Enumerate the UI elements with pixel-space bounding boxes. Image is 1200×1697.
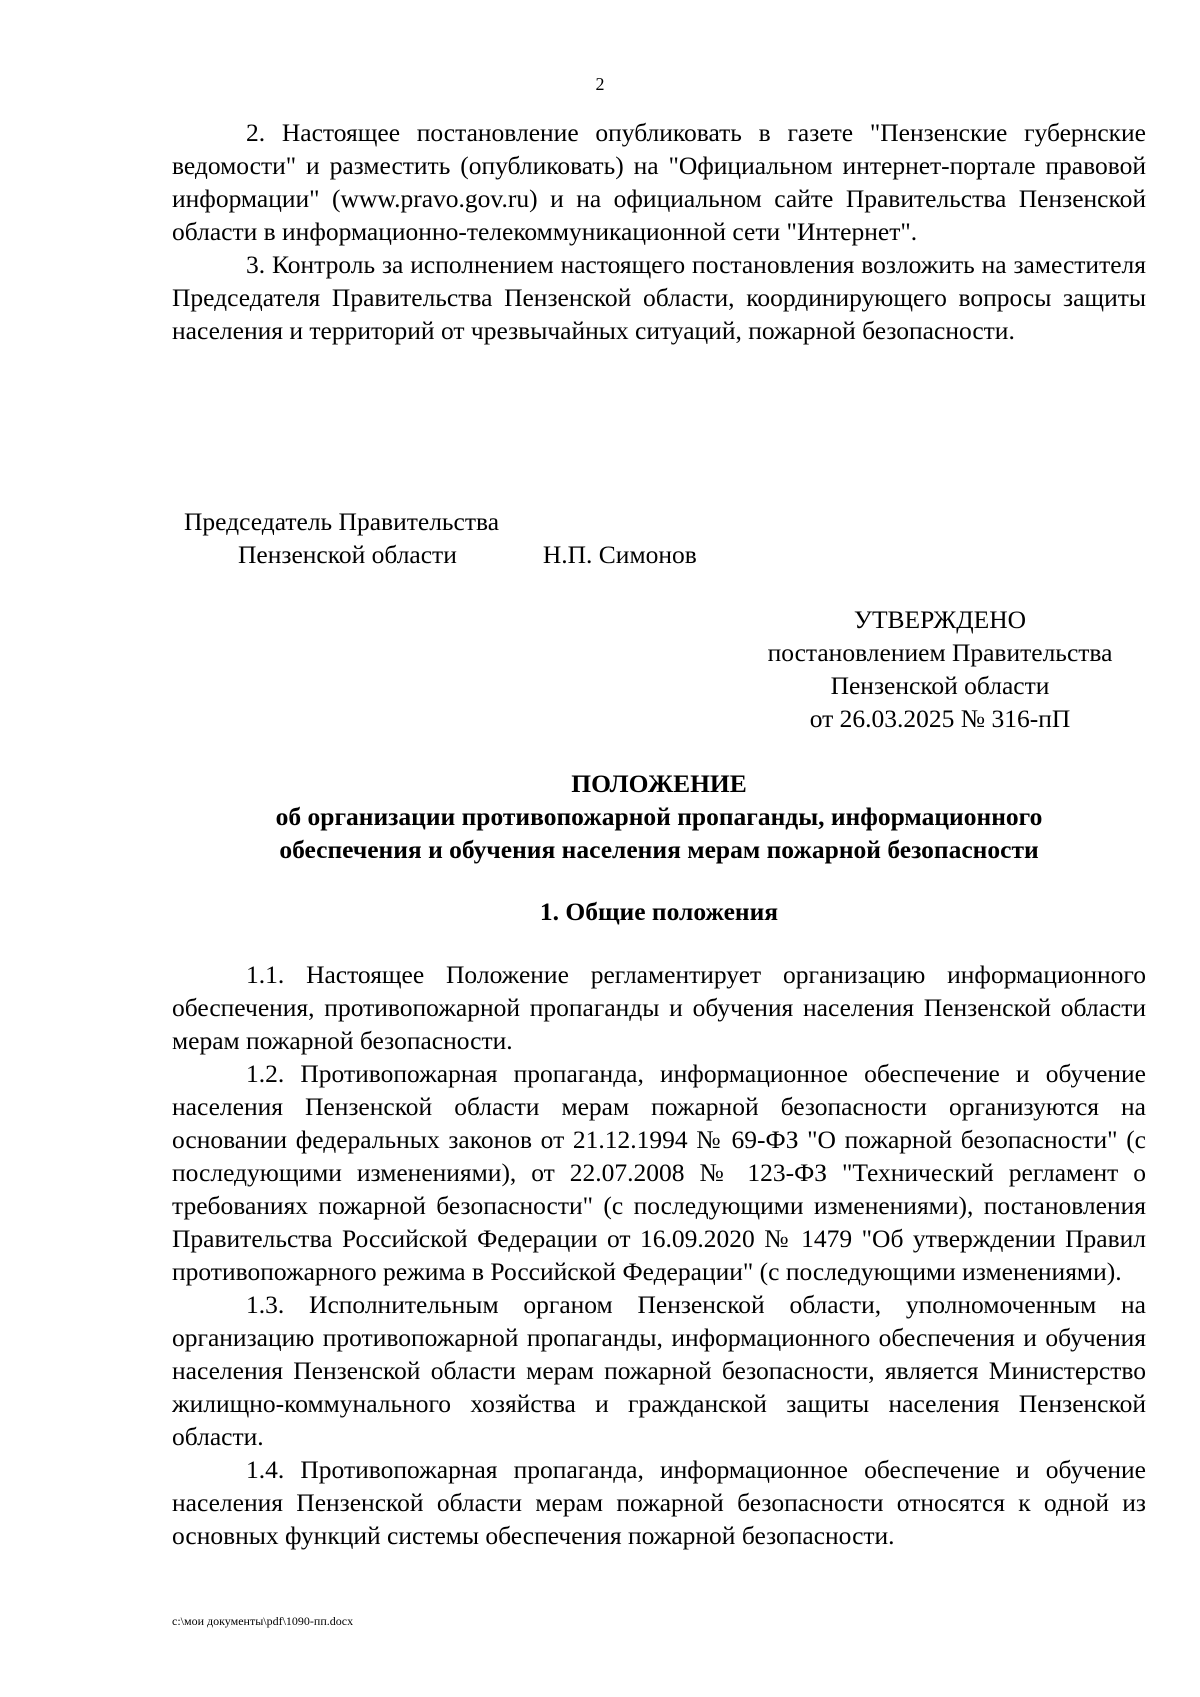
signature-name: Н.П. Симонов [542, 540, 697, 569]
title-subtitle-line1: об организации противопожарной пропаганды, информационного [275, 802, 1043, 831]
signature-block [184, 505, 697, 571]
paragraph-control: 3. Контроль за исполнением настоящего постановления возложить на заместителя Председателя Правительства Пензенской области, координирующего вопросы защиты населения и территорий от чрезвычайных ситуаций, пожарной безопасности. [172, 250, 1146, 345]
approval-stamp [730, 603, 1150, 735]
footer-file-path: c:\мои документы\pdf\1090-пп.docx [172, 1614, 354, 1628]
page-number: 2 [595, 74, 605, 94]
signature-position-region: Пензенской области [238, 540, 457, 569]
approval-line1: УТВЕРЖДЕНО [853, 605, 1027, 634]
title-heading: ПОЛОЖЕНИЕ [571, 769, 747, 798]
paragraph-1-1: 1.1. Настоящее Положение регламентирует организацию информационного обеспечения, противопожарной пропаганды и обучения населения Пензенской области мерам пожарной безопасности. [172, 960, 1146, 1055]
signature-position-line2 [184, 538, 697, 571]
approval-line2: постановлением Правительства [767, 638, 1113, 667]
top-paragraphs [172, 116, 1146, 347]
paragraph-1-2: 1.2. Противопожарная пропаганда, информационное обеспечение и обучение населения Пензенской области мерам пожарной безопасности организуются на основании федеральных законов от 21.12.1994 № 69-ФЗ "О пожарной безопасности" (с последующими изменениями), от 22.07.2008 № 123-ФЗ "Технический регламент о требованиях пожарной безопасности" (с последующими изменениями), постановления Правительства Российской Федерации от 16.09.2020 № 1479 "Об утверждении Правил противопожарного режима в Российской Федерации" (с последующими изменениями). [172, 1059, 1146, 1286]
paragraph-1-4: 1.4. Противопожарная пропаганда, информационное обеспечение и обучение населения Пензенской области мерам пожарной безопасности относятся к одной из основных функций системы обеспечения пожарной безопасности. [172, 1455, 1146, 1550]
approval-line4: от 26.03.2025 № 316-пП [809, 704, 1071, 733]
section1-paragraphs [172, 958, 1146, 1552]
title-subtitle-line2: обеспечения и обучения населения мерам пожарной безопасности [279, 835, 1039, 864]
approval-line3: Пензенской области [830, 671, 1050, 700]
section-heading: 1. Общие положения [539, 897, 779, 926]
paragraph-1-3: 1.3. Исполнительным органом Пензенской области, уполномоченным на организацию противопожарной пропаганды, информационного обеспечения и обучения населения Пензенской области мерам пожарной безопасности, является Министерство жилищно-коммунального хозяйства и гражданской защиты населения Пензенской области. [172, 1290, 1146, 1451]
paragraph-publication: 2. Настоящее постановление опубликовать в газете "Пензенские губернские ведомости" и разместить (опубликовать) на "Официальном интернет-портале правовой информации" (www.pravo.gov.ru) и на официальном сайте Правительства Пензенской области в информационно-телекоммуникационной сети "Интернет". [172, 118, 1146, 246]
signature-position-line1: Председатель Правительства [184, 507, 500, 536]
regulation-title [172, 767, 1146, 866]
